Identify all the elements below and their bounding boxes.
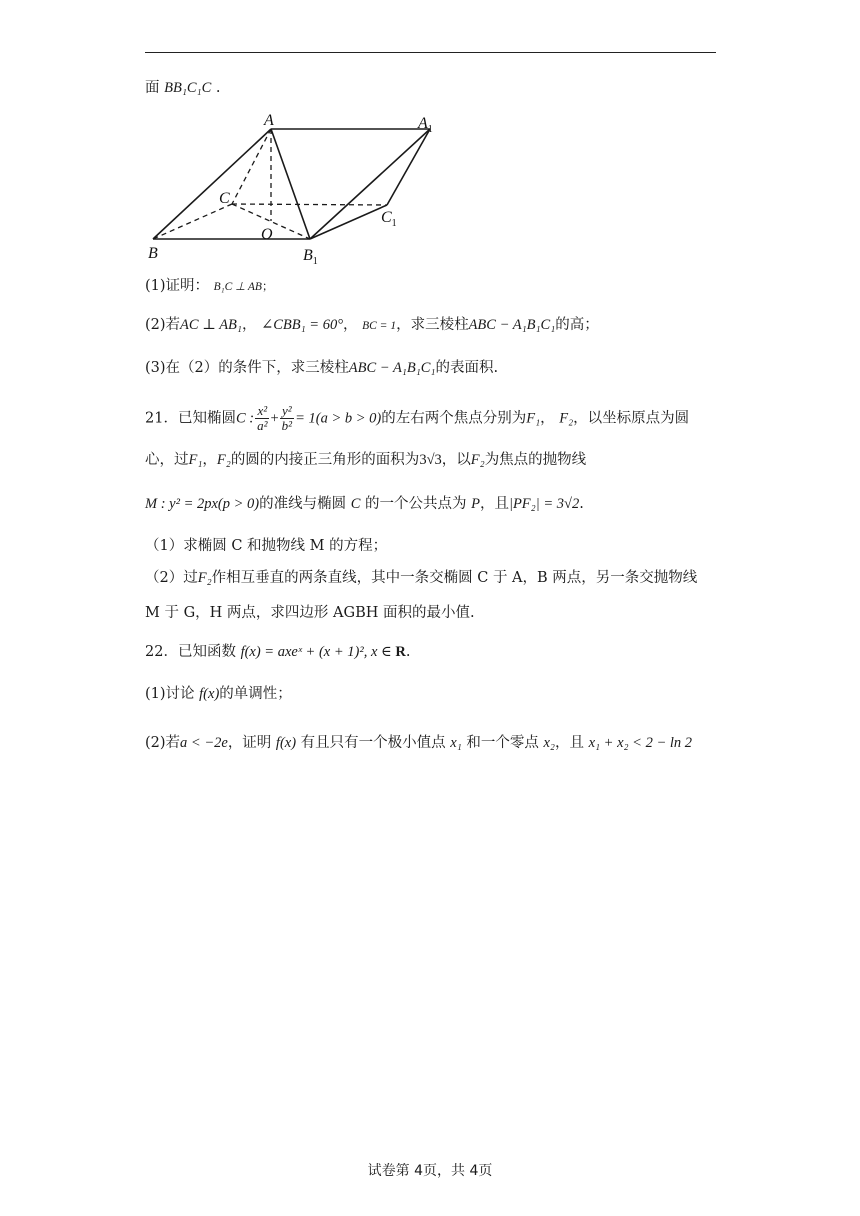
text: 若	[165, 317, 181, 333]
edge-A-B1	[271, 129, 310, 239]
text: 为焦点的抛物线	[484, 452, 587, 468]
label-A1: $A_1$	[418, 115, 433, 135]
math: BC = 1	[362, 320, 397, 332]
math: x₂	[543, 735, 555, 751]
math: x₁ + x₂ < 2 − ln 2	[588, 735, 693, 751]
text: 的表面积.	[435, 360, 499, 376]
text: .	[405, 644, 411, 660]
math: f(x)	[199, 686, 220, 702]
label-A: A	[264, 112, 274, 129]
text: ，以坐标原点为圆	[573, 410, 690, 427]
text: ，求三棱柱	[396, 317, 469, 333]
math: 3√3	[419, 452, 442, 468]
math: F₂	[559, 410, 574, 427]
math: ∠CBB₁ = 60°	[261, 317, 343, 333]
math: C	[350, 496, 361, 512]
text: 的单调性；	[219, 686, 292, 702]
text: 在（2）的条件下，求三棱柱	[165, 360, 349, 376]
fraction-x	[255, 404, 269, 433]
math: C :	[235, 410, 255, 427]
numerator: x²	[255, 404, 269, 419]
part-number: (3)	[145, 360, 166, 376]
q21-part2-line1	[145, 568, 697, 588]
numerator: y²	[280, 404, 294, 419]
math: R	[395, 644, 406, 660]
math: ABC − A₁B₁C₁	[348, 360, 436, 376]
text: .	[215, 80, 221, 96]
math: F₂	[470, 452, 485, 468]
label-C1: $C_1$	[381, 209, 397, 229]
text: ，且	[479, 496, 509, 512]
prism-figure	[140, 108, 450, 268]
text: ，	[202, 452, 217, 468]
question-number: 21．	[145, 410, 178, 427]
text: 证明：	[165, 278, 210, 294]
text: 心，过	[145, 452, 189, 468]
text: ，	[540, 410, 555, 427]
q21-line1	[145, 404, 689, 433]
text: 作相互垂直的两条直线，其中一条交椭圆 C 于 A，B 两点，另一条交抛物线	[211, 570, 698, 586]
text: 已知椭圆	[177, 410, 236, 427]
math: ABC − A₁B₁C₁	[468, 317, 556, 333]
text: 有且只有一个极小值点	[300, 735, 446, 751]
q20-part1	[145, 276, 273, 297]
denominator: b²	[281, 418, 293, 433]
math: AC ⊥ AB₁	[180, 317, 242, 333]
page-footer: 试卷第 4页，共 4页	[367, 1163, 493, 1179]
label-O: O	[261, 226, 273, 243]
fraction-y	[280, 404, 294, 433]
continuation-line	[145, 78, 220, 98]
edge-A1-C1	[387, 129, 430, 205]
question-number: 22．	[145, 644, 178, 660]
math: F₂	[216, 452, 231, 468]
text: ，证明	[227, 735, 272, 751]
q22-line1	[145, 642, 410, 662]
q22-part1	[145, 684, 292, 704]
text: 面	[145, 80, 160, 96]
denominator: a²	[257, 418, 268, 433]
part-number: (2)	[145, 317, 166, 333]
text: （1）求椭圆 C 和抛物线 M 的方程；	[145, 538, 388, 554]
math: F₂	[197, 570, 212, 586]
label-B: B	[148, 245, 158, 262]
q20-part3	[145, 358, 498, 378]
text: (1)讨论	[145, 686, 195, 702]
math: F₁	[188, 452, 203, 468]
part-number: (1)	[145, 278, 166, 294]
text: ，且	[554, 735, 584, 751]
text: 和一个零点	[466, 735, 539, 751]
text: 的高；	[555, 317, 599, 333]
text: ，	[343, 317, 358, 333]
edge-C-B	[153, 204, 232, 239]
q21-part2-line2	[145, 603, 475, 623]
q21-line3	[145, 494, 584, 514]
math: +	[270, 410, 279, 427]
q20-part2	[145, 315, 599, 336]
label-B1: $B_1$	[303, 247, 318, 267]
edge-C-C1	[232, 204, 387, 205]
text: 已知函数	[177, 644, 236, 660]
math: f(x) = axeˣ + (x + 1)², x ∈	[240, 644, 396, 660]
q21-part1	[145, 536, 387, 556]
math: P	[471, 496, 480, 512]
text: ；	[261, 281, 274, 293]
header-rule	[145, 52, 716, 53]
edge-A-B	[153, 129, 271, 239]
math: B₁C ⊥ AB	[213, 281, 262, 293]
text: 的一个公共点为	[365, 496, 467, 512]
edge-C1-B1	[310, 205, 387, 239]
label-C: C	[219, 190, 230, 207]
math: M : y² = 2px(p > 0)	[145, 496, 260, 512]
text: 的圆的内接正三角形的面积为	[230, 452, 420, 468]
text: (2)若	[145, 735, 181, 751]
math: a < −2e	[180, 735, 228, 751]
text: M 于 G，H 两点，求四边形 AGBH 面积的最小值.	[145, 605, 475, 621]
text: .	[579, 496, 584, 512]
edge-A-C	[232, 129, 271, 204]
edge-A1-B1	[310, 129, 430, 239]
text: （2）过	[145, 570, 198, 586]
math: x₁	[450, 735, 462, 751]
math-plane: BB₁C₁C	[164, 80, 212, 96]
math: f(x)	[275, 735, 297, 751]
text: ，以	[441, 452, 471, 468]
q21-line2	[145, 450, 586, 470]
text: 的准线与椭圆	[259, 496, 347, 512]
q22-part2	[145, 733, 692, 753]
math: = 1(a > b > 0)	[295, 410, 382, 427]
math: F₁	[526, 410, 541, 427]
math: |PF₂| = 3√2	[508, 496, 580, 512]
text: 的左右两个焦点分别为	[381, 410, 527, 427]
text: ，	[241, 317, 257, 333]
